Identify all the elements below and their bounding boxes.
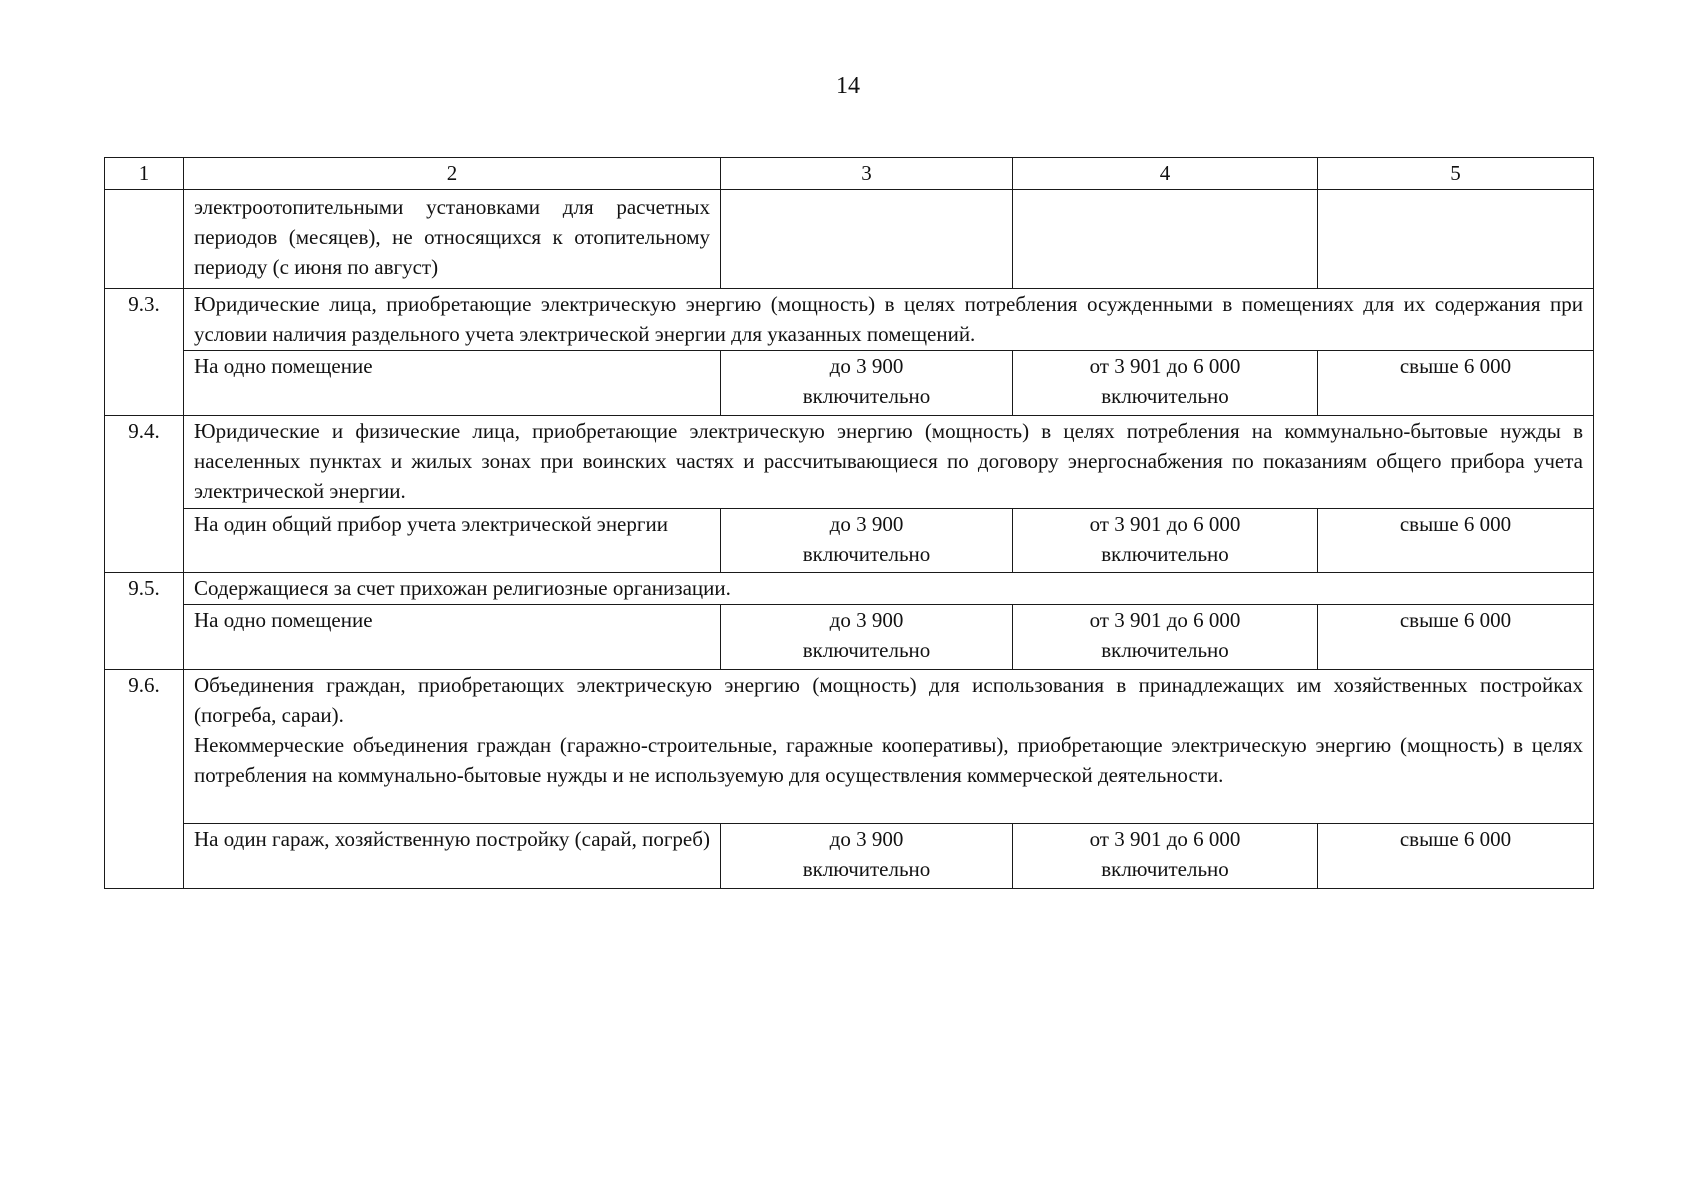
section-paragraph: Юридические и физические лица, приобретающие электрическую энергию (мощность) в целях потребления на коммунально-бытовые нужды в населенных пунктах и жилых зонах при воинских частях и рассчитывающиеся по договору энергоснабжения по показаниям общего прибора учета электрической энергии. xyxy=(194,419,1583,503)
col3-value xyxy=(721,605,1013,670)
page-number: 14 xyxy=(836,73,860,99)
continuation-col3 xyxy=(721,190,1013,289)
row-label: На одно помещение xyxy=(184,605,721,670)
section-description xyxy=(184,416,1594,509)
row-label: На один гараж, хозяйственную постройку (сарай, погреб) xyxy=(184,824,721,889)
section-number: 9.3. xyxy=(105,289,184,416)
col5-value: свыше 6 000 xyxy=(1318,509,1594,573)
continuation-col4 xyxy=(1013,190,1318,289)
section-row-9-3 xyxy=(105,289,1594,351)
value-row-9-6 xyxy=(105,824,1594,889)
col5-value: свыше 6 000 xyxy=(1318,824,1594,889)
row-label: На одно помещение xyxy=(184,351,721,416)
col4-line1: от 3 901 до 6 000 xyxy=(1089,512,1241,536)
section-paragraph: Содержащиеся за счет прихожан религиозные организации. xyxy=(194,576,731,600)
column-header-1: 1 xyxy=(105,158,184,190)
col5-value: свыше 6 000 xyxy=(1318,605,1594,670)
col3-line2: включительно xyxy=(802,384,931,408)
col4-line1: от 3 901 до 6 000 xyxy=(1089,354,1241,378)
col5-value: свыше 6 000 xyxy=(1318,351,1594,416)
continuation-row xyxy=(105,190,1594,289)
section-description xyxy=(184,289,1594,351)
col3-value xyxy=(721,351,1013,416)
col3-line1: до 3 900 xyxy=(829,827,904,851)
col4-value xyxy=(1013,351,1318,416)
section-paragraph: Юридические лица, приобретающие электрическую энергию (мощность) в целях потребления осужденными в помещениях для их содержания при условии наличия раздельного учета электрической энергии для указанных помещений. xyxy=(194,292,1583,346)
col4-line2: включительно xyxy=(1101,542,1229,566)
col3-line2: включительно xyxy=(802,857,931,881)
col4-value xyxy=(1013,824,1318,889)
col4-line2: включительно xyxy=(1101,857,1229,881)
continuation-text: электроотопительными установками для расчетных периодов (месяцев), не относящихся к отопительному периоду (с июня по август) xyxy=(184,190,721,289)
section-row-9-6 xyxy=(105,670,1594,824)
col3-line2: включительно xyxy=(802,542,931,566)
section-description xyxy=(184,670,1594,824)
continuation-col5 xyxy=(1318,190,1594,289)
col4-line2: включительно xyxy=(1101,638,1229,662)
section-paragraph: Некоммерческие объединения граждан (гаражно-строительные, гаражные кооперативы), приобретающие электрическую энергию (мощность) в целях потребления на коммунально-бытовые нужды и не используемую для осуществления коммерческой деятельности. xyxy=(194,733,1583,787)
continuation-num-cell xyxy=(105,190,184,289)
section-number: 9.6. xyxy=(105,670,184,889)
col4-line2: включительно xyxy=(1101,384,1229,408)
col3-line1: до 3 900 xyxy=(829,512,904,536)
col4-value xyxy=(1013,605,1318,670)
col4-value xyxy=(1013,509,1318,573)
column-header-4: 4 xyxy=(1013,158,1318,190)
section-row-9-5 xyxy=(105,573,1594,605)
col3-value xyxy=(721,824,1013,889)
section-row-9-4 xyxy=(105,416,1594,509)
section-number: 9.4. xyxy=(105,416,184,573)
column-number-row xyxy=(105,158,1594,190)
col3-line2: включительно xyxy=(802,638,931,662)
value-row-9-3 xyxy=(105,351,1594,416)
section-paragraph: Объединения граждан, приобретающих электрическую энергию (мощность) для использования в принадлежащих им хозяйственных постройках (погреба, сараи). xyxy=(194,673,1583,727)
col3-line1: до 3 900 xyxy=(829,608,904,632)
value-row-9-5 xyxy=(105,605,1594,670)
section-description xyxy=(184,573,1594,605)
row-label: На один общий прибор учета электрической энергии xyxy=(184,509,721,573)
value-row-9-4 xyxy=(105,509,1594,573)
col4-line1: от 3 901 до 6 000 xyxy=(1089,608,1241,632)
col3-value xyxy=(721,509,1013,573)
column-header-3: 3 xyxy=(721,158,1013,190)
tariff-table xyxy=(104,157,1594,889)
col3-line1: до 3 900 xyxy=(829,354,904,378)
section-number: 9.5. xyxy=(105,573,184,670)
col4-line1: от 3 901 до 6 000 xyxy=(1089,827,1241,851)
column-header-2: 2 xyxy=(184,158,721,190)
column-header-5: 5 xyxy=(1318,158,1594,190)
